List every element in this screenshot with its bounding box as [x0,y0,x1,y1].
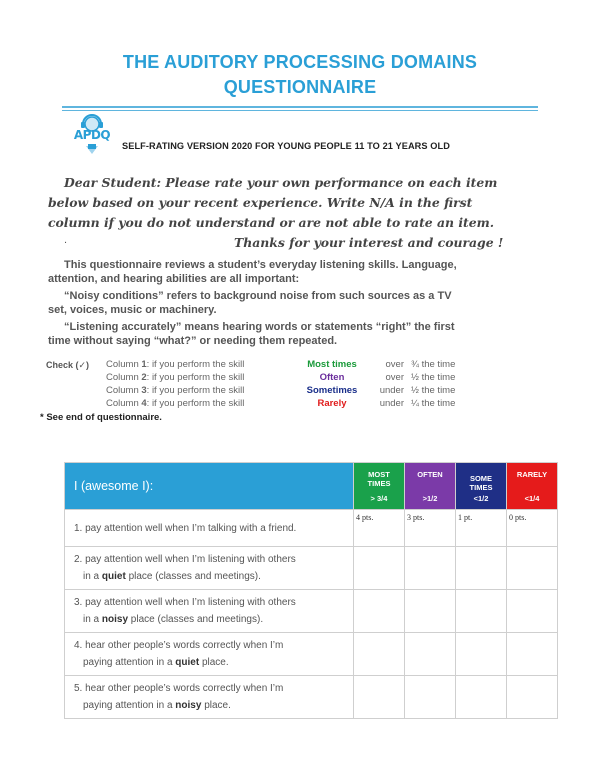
check-qualifier-1: over [385,359,404,370]
check-line-1: Column 1: if you perform the skill [106,359,245,370]
table-row [65,590,558,633]
apdq-logo [68,114,116,156]
table-row [65,676,558,719]
desc-p2-line-2: set, voices, music or machinery. [48,304,217,316]
header-often: OFTEN >1/2 [405,463,456,510]
answer-cell[interactable] [405,633,456,676]
check-line-4: Column 4: if you perform the skill [106,398,245,409]
desc-p3-line-2: time without saying “what?” or needing them repeated. [48,335,338,347]
logo-text: APDQ [73,128,111,142]
table-row [65,633,558,676]
document-title [0,50,600,100]
answer-cell[interactable] [354,676,405,719]
answer-cell[interactable] [507,547,558,590]
answer-cell[interactable] [456,590,507,633]
answer-cell[interactable] [507,633,558,676]
intro-line-3: column if you do not understand or are not able to rate an item. [48,215,495,230]
table-header-title: I (awesome I): [65,463,354,510]
answer-cell[interactable] [456,547,507,590]
check-qualifier-3: under [379,385,404,396]
desc-p2-line-1: “Noisy conditions” refers to background noise from such sources as a TV [64,290,452,302]
check-qualifier-4: under [379,398,404,409]
answer-cell[interactable] [507,510,558,547]
header-most-times: MOST TIMES > 3/4 [354,463,405,510]
intro-dot: . [64,234,68,246]
check-word-1: Most times [307,359,357,370]
points-label: 0 pts. [509,513,527,522]
table-row [65,547,558,590]
check-line-2: Column 2: if you perform the skill [106,372,245,383]
intro-line-1: Dear Student: Please rate your own performance on each item [64,175,498,190]
answer-cell[interactable] [405,676,456,719]
check-label: Check (✓) [46,360,90,370]
question-3: 3. pay attention well when I’m listening with others in a noisy place (classes and meetings). [65,590,354,633]
see-end-note: * See end of questionnaire. [40,412,162,423]
check-word-4: Rarely [317,398,347,409]
question-1: 1. pay attention well when I’m talking with a friend. [65,510,354,547]
check-word-3: Sometimes [306,385,358,396]
desc-p3-line-1: “Listening accurately” means hearing words or statements “right” the first [64,321,455,333]
header-rarely: RARELY <1/4 [507,463,558,510]
points-label: 4 pts. [356,513,374,522]
table-row [65,510,558,547]
header-sometimes: SOME TIMES <1/2 [456,463,507,510]
answer-cell[interactable] [456,633,507,676]
answer-cell[interactable] [405,547,456,590]
answer-cell[interactable] [507,676,558,719]
question-4: 4. hear other people’s words correctly when I’m paying attention in a quiet place. [65,633,354,676]
desc-p1-line-2: attention, and hearing abilities are all important: [48,273,300,285]
answer-cell[interactable] [354,510,405,547]
check-fraction-2: ½ the time [411,372,456,383]
title-line-1: THE AUDITORY PROCESSING DOMAINS [122,52,478,72]
table-header-row [65,463,558,510]
check-word-2: Often [319,372,345,383]
desc-p1-line-1: This questionnaire reviews a student’s everyday listening skills. Language, [64,259,457,271]
title-rule-thin [62,110,538,111]
answer-cell[interactable] [405,510,456,547]
questionnaire-table [64,462,558,719]
check-fraction-3: ½ the time [411,385,456,396]
check-qualifier-2: over [385,372,404,383]
answer-cell[interactable] [507,590,558,633]
check-line-3: Column 3: if you perform the skill [106,385,245,396]
question-5: 5. hear other people’s words correctly when I’m paying attention in a noisy place. [65,676,354,719]
answer-cell[interactable] [354,547,405,590]
intro-line-2: below based on your recent experience. Write N/A in the first [48,195,473,210]
title-line-2: QUESTIONNAIRE [223,77,377,97]
title-rule-thick [62,106,538,108]
answer-cell[interactable] [456,510,507,547]
intro-line-4: Thanks for your interest and courage ! [234,235,504,250]
check-fraction-4: ¼ the time [411,398,456,409]
points-label: 3 pts. [407,513,425,522]
check-fraction-1: ¾ the time [411,359,456,370]
answer-cell[interactable] [456,676,507,719]
question-2: 2. pay attention well when I’m listening with others in a quiet place (classes and meetings). [65,547,354,590]
answer-cell[interactable] [405,590,456,633]
subtitle: SELF-RATING VERSION 2020 FOR YOUNG PEOPLE 11 TO 21 YEARS OLD [122,141,450,151]
answer-cell[interactable] [354,590,405,633]
answer-cell[interactable] [354,633,405,676]
points-label: 1 pt. [458,513,473,522]
